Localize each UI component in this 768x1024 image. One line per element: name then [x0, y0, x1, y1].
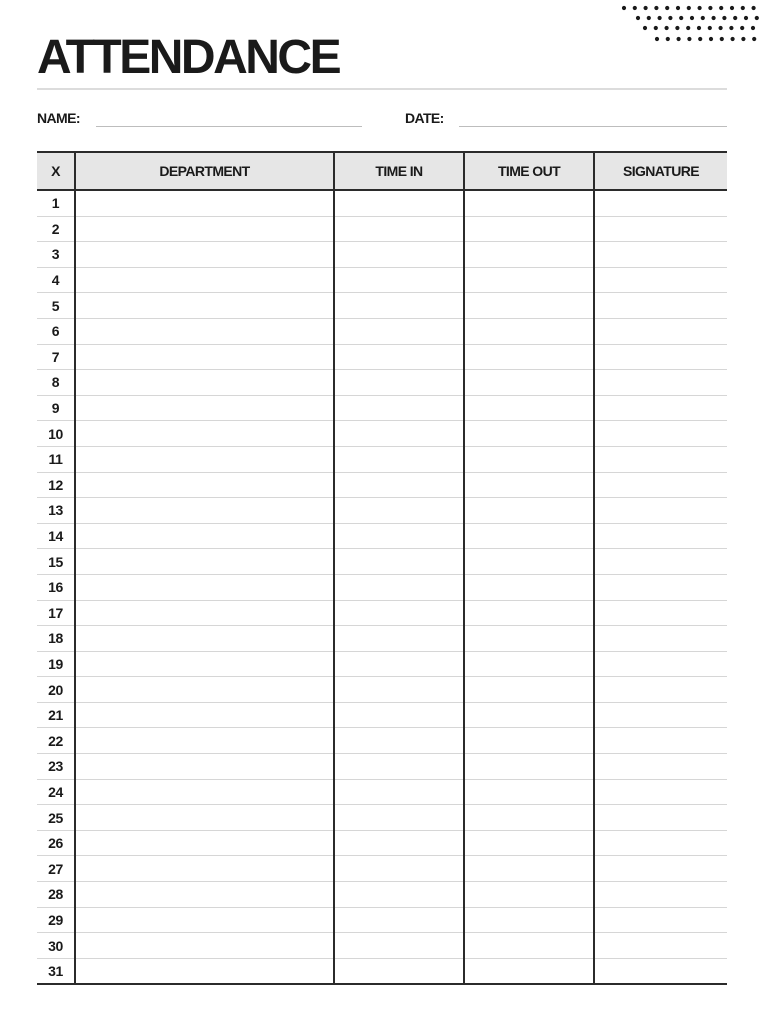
table-row [37, 882, 727, 908]
table-row [37, 856, 727, 882]
time-out-cell[interactable] [464, 549, 594, 575]
decorative-dot [719, 26, 723, 30]
time-in-cell[interactable] [334, 702, 464, 728]
time-in-cell[interactable] [334, 472, 464, 498]
time-out-cell[interactable] [464, 933, 594, 959]
table-row [37, 472, 727, 498]
row-number: 21 [37, 702, 75, 728]
decorative-dot [668, 16, 672, 20]
signature-cell[interactable] [594, 754, 727, 780]
column-header-x: X [37, 152, 75, 190]
decorative-dot [730, 6, 734, 10]
decorative-dot [741, 37, 745, 41]
decorative-dot [708, 26, 712, 30]
row-number: 7 [37, 344, 75, 370]
department-cell[interactable] [75, 677, 334, 703]
signature-cell[interactable] [594, 318, 727, 344]
decorative-dot [676, 6, 680, 10]
decorative-dot [644, 6, 648, 10]
time-in-cell[interactable] [334, 907, 464, 933]
row-number: 23 [37, 754, 75, 780]
decorative-dot [643, 26, 647, 30]
department-cell[interactable] [75, 907, 334, 933]
table-row [37, 523, 727, 549]
time-out-cell[interactable] [464, 702, 594, 728]
date-label: DATE: [405, 110, 444, 126]
signature-cell[interactable] [594, 626, 727, 652]
table-row [37, 830, 727, 856]
signature-cell[interactable] [594, 242, 727, 268]
time-out-cell[interactable] [464, 600, 594, 626]
decorative-dot [687, 37, 691, 41]
time-out-cell[interactable] [464, 882, 594, 908]
signature-cell[interactable] [594, 677, 727, 703]
decorative-dot [679, 16, 683, 20]
title-divider [37, 88, 727, 90]
time-in-cell[interactable] [334, 754, 464, 780]
signature-cell[interactable] [594, 293, 727, 319]
time-out-cell[interactable] [464, 216, 594, 242]
signature-cell[interactable] [594, 421, 727, 447]
department-cell[interactable] [75, 293, 334, 319]
signature-cell[interactable] [594, 779, 727, 805]
department-cell[interactable] [75, 216, 334, 242]
column-header-department: DEPARTMENT [75, 152, 334, 190]
table-row [37, 754, 727, 780]
time-out-cell[interactable] [464, 805, 594, 831]
row-number: 20 [37, 677, 75, 703]
time-out-cell[interactable] [464, 523, 594, 549]
decorative-dot [655, 37, 659, 41]
time-in-cell[interactable] [334, 216, 464, 242]
signature-cell[interactable] [594, 370, 727, 396]
time-out-cell[interactable] [464, 190, 594, 216]
row-number: 13 [37, 498, 75, 524]
signature-cell[interactable] [594, 190, 727, 216]
signature-cell[interactable] [594, 216, 727, 242]
department-cell[interactable] [75, 267, 334, 293]
time-out-cell[interactable] [464, 344, 594, 370]
time-out-cell[interactable] [464, 574, 594, 600]
department-cell[interactable] [75, 882, 334, 908]
table-header-row [37, 152, 727, 190]
table-row [37, 933, 727, 959]
time-in-cell[interactable] [334, 574, 464, 600]
time-in-cell[interactable] [334, 626, 464, 652]
department-cell[interactable] [75, 958, 334, 984]
row-number: 8 [37, 370, 75, 396]
row-number: 16 [37, 574, 75, 600]
signature-cell[interactable] [594, 600, 727, 626]
time-out-cell[interactable] [464, 728, 594, 754]
row-number: 6 [37, 318, 75, 344]
department-cell[interactable] [75, 779, 334, 805]
department-cell[interactable] [75, 242, 334, 268]
row-number: 19 [37, 651, 75, 677]
signature-cell[interactable] [594, 856, 727, 882]
signature-cell[interactable] [594, 805, 727, 831]
decorative-dot [752, 6, 756, 10]
decorative-dot [687, 6, 691, 10]
table-row [37, 216, 727, 242]
signature-cell[interactable] [594, 549, 727, 575]
decorative-dot [755, 16, 759, 20]
decorative-dot [740, 26, 744, 30]
time-in-cell[interactable] [334, 830, 464, 856]
table-row [37, 267, 727, 293]
time-in-cell[interactable] [334, 933, 464, 959]
department-cell[interactable] [75, 523, 334, 549]
department-cell[interactable] [75, 702, 334, 728]
row-number: 17 [37, 600, 75, 626]
time-out-cell[interactable] [464, 318, 594, 344]
row-number: 31 [37, 958, 75, 984]
decorative-dot [647, 16, 651, 20]
department-cell[interactable] [75, 728, 334, 754]
row-number: 11 [37, 446, 75, 472]
table-row [37, 370, 727, 396]
department-cell[interactable] [75, 421, 334, 447]
decorative-dot [712, 16, 716, 20]
date-field[interactable] [459, 126, 727, 127]
time-in-cell[interactable] [334, 728, 464, 754]
row-number: 18 [37, 626, 75, 652]
department-cell[interactable] [75, 370, 334, 396]
row-number: 10 [37, 421, 75, 447]
dot-grid-icon [618, 2, 768, 44]
decorative-dot [720, 37, 724, 41]
table-row [37, 498, 727, 524]
time-in-cell[interactable] [334, 293, 464, 319]
signature-cell[interactable] [594, 267, 727, 293]
table-row [37, 728, 727, 754]
time-in-cell[interactable] [334, 677, 464, 703]
table-row [37, 702, 727, 728]
row-number: 27 [37, 856, 75, 882]
table-row [37, 626, 727, 652]
table-row [37, 805, 727, 831]
department-cell[interactable] [75, 344, 334, 370]
decorative-dot [658, 16, 662, 20]
department-cell[interactable] [75, 856, 334, 882]
row-number: 26 [37, 830, 75, 856]
department-cell[interactable] [75, 574, 334, 600]
time-out-cell[interactable] [464, 421, 594, 447]
department-cell[interactable] [75, 395, 334, 421]
signature-cell[interactable] [594, 933, 727, 959]
signature-cell[interactable] [594, 498, 727, 524]
time-out-cell[interactable] [464, 498, 594, 524]
decorative-dot [709, 37, 713, 41]
decorative-dot [733, 16, 737, 20]
signature-cell[interactable] [594, 702, 727, 728]
decorative-dot [666, 37, 670, 41]
time-in-cell[interactable] [334, 395, 464, 421]
column-header-time-in: TIME IN [334, 152, 464, 190]
signature-cell[interactable] [594, 728, 727, 754]
time-in-cell[interactable] [334, 600, 464, 626]
table-row [37, 958, 727, 984]
decorative-dot [731, 37, 735, 41]
decorative-dot [708, 6, 712, 10]
time-in-cell[interactable] [334, 344, 464, 370]
row-number: 5 [37, 293, 75, 319]
time-out-cell[interactable] [464, 907, 594, 933]
table-row [37, 677, 727, 703]
time-out-cell[interactable] [464, 677, 594, 703]
department-cell[interactable] [75, 805, 334, 831]
table-row [37, 446, 727, 472]
department-cell[interactable] [75, 830, 334, 856]
row-number: 2 [37, 216, 75, 242]
decorative-dot [722, 16, 726, 20]
name-field[interactable] [96, 126, 362, 127]
time-out-cell[interactable] [464, 651, 594, 677]
decorative-dot [654, 6, 658, 10]
signature-cell[interactable] [594, 907, 727, 933]
time-in-cell[interactable] [334, 242, 464, 268]
signature-cell[interactable] [594, 830, 727, 856]
row-number: 4 [37, 267, 75, 293]
time-in-cell[interactable] [334, 190, 464, 216]
table-row [37, 318, 727, 344]
decorative-dot [698, 37, 702, 41]
time-in-cell[interactable] [334, 523, 464, 549]
time-out-cell[interactable] [464, 779, 594, 805]
table-row [37, 907, 727, 933]
time-in-cell[interactable] [334, 856, 464, 882]
time-out-cell[interactable] [464, 293, 594, 319]
time-out-cell[interactable] [464, 242, 594, 268]
decorative-dot [729, 26, 733, 30]
department-cell[interactable] [75, 549, 334, 575]
decorative-dot [686, 26, 690, 30]
department-cell[interactable] [75, 600, 334, 626]
decorative-dot [741, 6, 745, 10]
row-number: 9 [37, 395, 75, 421]
decorative-dot [675, 26, 679, 30]
row-number: 28 [37, 882, 75, 908]
time-out-cell[interactable] [464, 830, 594, 856]
table-row [37, 190, 727, 216]
time-in-cell[interactable] [334, 958, 464, 984]
department-cell[interactable] [75, 651, 334, 677]
department-cell[interactable] [75, 472, 334, 498]
table-row [37, 344, 727, 370]
row-number: 29 [37, 907, 75, 933]
time-out-cell[interactable] [464, 267, 594, 293]
signature-cell[interactable] [594, 523, 727, 549]
time-in-cell[interactable] [334, 549, 464, 575]
time-out-cell[interactable] [464, 754, 594, 780]
department-cell[interactable] [75, 498, 334, 524]
table-row [37, 549, 727, 575]
signature-cell[interactable] [594, 882, 727, 908]
time-out-cell[interactable] [464, 472, 594, 498]
decorative-dot [636, 16, 640, 20]
row-number: 1 [37, 190, 75, 216]
column-header-time-out: TIME OUT [464, 152, 594, 190]
row-number: 15 [37, 549, 75, 575]
department-cell[interactable] [75, 754, 334, 780]
row-number: 22 [37, 728, 75, 754]
decorative-dot [744, 16, 748, 20]
row-number: 30 [37, 933, 75, 959]
time-in-cell[interactable] [334, 651, 464, 677]
row-number: 14 [37, 523, 75, 549]
table-row [37, 779, 727, 805]
time-in-cell[interactable] [334, 370, 464, 396]
table-row [37, 242, 727, 268]
time-in-cell[interactable] [334, 446, 464, 472]
time-in-cell[interactable] [334, 267, 464, 293]
signature-cell[interactable] [594, 344, 727, 370]
department-cell[interactable] [75, 190, 334, 216]
time-in-cell[interactable] [334, 421, 464, 447]
time-out-cell[interactable] [464, 856, 594, 882]
decorative-dot [698, 6, 702, 10]
column-header-signature: SIGNATURE [594, 152, 727, 190]
decorative-dot [622, 6, 626, 10]
row-number: 3 [37, 242, 75, 268]
signature-cell[interactable] [594, 446, 727, 472]
row-number: 25 [37, 805, 75, 831]
time-in-cell[interactable] [334, 779, 464, 805]
department-cell[interactable] [75, 626, 334, 652]
signature-cell[interactable] [594, 651, 727, 677]
signature-cell[interactable] [594, 395, 727, 421]
decorative-dot [690, 16, 694, 20]
department-cell[interactable] [75, 318, 334, 344]
time-in-cell[interactable] [334, 805, 464, 831]
table-row [37, 651, 727, 677]
time-out-cell[interactable] [464, 626, 594, 652]
decorative-dot [697, 26, 701, 30]
table-row [37, 421, 727, 447]
decorative-dot [633, 6, 637, 10]
department-cell[interactable] [75, 933, 334, 959]
page-title: ATTENDANCE [37, 31, 340, 84]
time-out-cell[interactable] [464, 395, 594, 421]
row-number: 12 [37, 472, 75, 498]
decorative-dot [665, 26, 669, 30]
time-in-cell[interactable] [334, 882, 464, 908]
department-cell[interactable] [75, 446, 334, 472]
signature-cell[interactable] [594, 958, 727, 984]
decorative-dot [665, 6, 669, 10]
decorative-dot [719, 6, 723, 10]
signature-cell[interactable] [594, 472, 727, 498]
time-out-cell[interactable] [464, 370, 594, 396]
decorative-dot [654, 26, 658, 30]
table-row [37, 293, 727, 319]
decorative-dot [751, 26, 755, 30]
table-row [37, 574, 727, 600]
signature-cell[interactable] [594, 574, 727, 600]
decorative-dot [752, 37, 756, 41]
decorative-dot [677, 37, 681, 41]
row-number: 24 [37, 779, 75, 805]
time-out-cell[interactable] [464, 958, 594, 984]
time-in-cell[interactable] [334, 498, 464, 524]
time-out-cell[interactable] [464, 446, 594, 472]
table-row [37, 395, 727, 421]
table-row [37, 600, 727, 626]
time-in-cell[interactable] [334, 318, 464, 344]
decorative-dot [701, 16, 705, 20]
attendance-table [37, 151, 727, 985]
name-label: NAME: [37, 110, 80, 126]
